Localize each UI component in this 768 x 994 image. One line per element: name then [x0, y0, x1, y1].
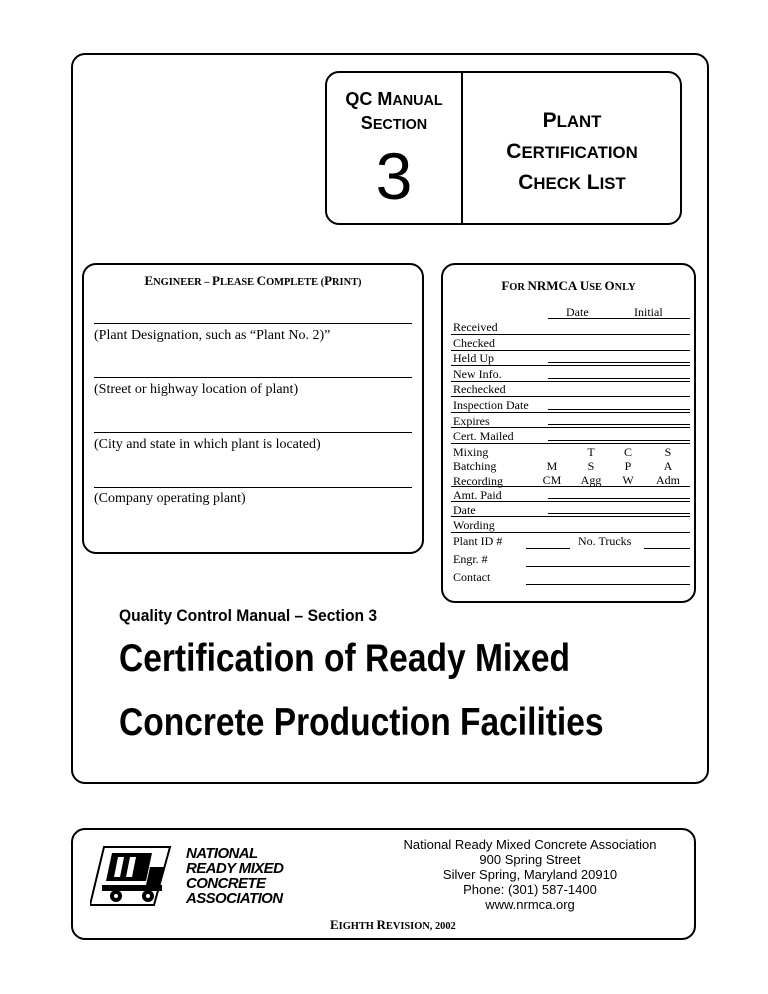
document-subtitle: Quality Control Manual – Section 3	[119, 606, 378, 625]
document-title-line1: Certification of Ready Mixed	[119, 637, 571, 680]
document-title-line2: Concrete Production Facilities	[119, 701, 604, 744]
plant-designation-label: (Plant Designation, such as “Plant No. 2)”	[94, 328, 331, 343]
code-s: S A Adm	[656, 445, 680, 487]
row-sep	[451, 334, 690, 335]
row-sep	[451, 412, 690, 413]
street-location-label: (Street or highway location of plant)	[94, 382, 299, 397]
row-checked: Checked	[453, 336, 495, 350]
code-c: C P W	[622, 445, 634, 487]
engineer-heading: ENGINEER – PLEASE COMPLETE (PRINT)	[144, 273, 362, 288]
date-initial-line[interactable]	[548, 440, 690, 441]
row-sep	[451, 365, 690, 366]
row-inspection-date: Inspection Date	[453, 398, 529, 412]
qc-manual-label: QC MANUAL SECTION	[345, 89, 443, 133]
row-sep	[451, 501, 690, 502]
col-date-header: Date	[566, 305, 589, 319]
code-t: T S Agg	[580, 445, 602, 487]
row-amt-paid: Amt. Paid	[453, 488, 502, 502]
section-number: 3	[375, 139, 413, 213]
date-initial-line[interactable]	[548, 362, 690, 363]
nrmca-address	[400, 837, 660, 912]
nrmca-logo	[90, 845, 290, 910]
plant-designation-line[interactable]	[94, 323, 412, 324]
date-initial-line[interactable]	[548, 318, 690, 319]
company-label: (Company operating plant)	[94, 491, 246, 506]
row-engr: Engr. #	[453, 552, 488, 566]
row-sep	[451, 381, 690, 382]
row-sep	[451, 396, 690, 397]
row-contact: Contact	[453, 570, 491, 584]
row-expires: Expires	[453, 414, 490, 428]
website-link[interactable]: www.nrmca.org	[485, 897, 575, 912]
row-sep	[451, 350, 690, 351]
street-address: 900 Spring Street	[479, 852, 581, 867]
date-initial-line[interactable]	[548, 424, 690, 425]
col-initial-header: Initial	[634, 305, 663, 319]
phone: Phone: (301) 587-1400	[463, 882, 597, 897]
row-new-info: New Info.	[453, 367, 502, 381]
row-sep	[451, 427, 690, 428]
code-m: M CM	[542, 459, 562, 487]
engineer-box	[82, 263, 424, 554]
date-initial-line[interactable]	[548, 498, 690, 499]
contact-line[interactable]	[526, 584, 690, 585]
row-sep	[451, 443, 690, 444]
city-state-label: (City and state in which plant is located)	[94, 437, 321, 452]
date-initial-line[interactable]	[548, 409, 690, 410]
row-sep	[451, 532, 690, 533]
date-initial-line[interactable]	[548, 513, 690, 514]
row-batching: Batching	[453, 459, 497, 473]
company-line[interactable]	[94, 487, 412, 488]
date-initial-line[interactable]	[548, 378, 690, 379]
street-location-line[interactable]	[94, 377, 412, 378]
plant-certification-title: PLANT CERTIFICATION CHECK LIST	[506, 109, 638, 194]
row-plant-id: Plant ID #	[453, 534, 503, 548]
row-received: Received	[453, 320, 498, 334]
row-cert-mailed: Cert. Mailed	[453, 429, 514, 443]
mixer-truck-icon	[90, 845, 190, 909]
org-name: National Ready Mixed Concrete Association	[403, 837, 657, 852]
city-state-line[interactable]	[94, 432, 412, 433]
row-wording: Wording	[453, 518, 495, 532]
row-date: Date	[453, 503, 476, 517]
plant-id-line[interactable]	[526, 548, 570, 549]
row-sep	[451, 516, 690, 517]
city-address: Silver Spring, Maryland 20910	[442, 867, 618, 882]
logo-text: NATIONAL READY MIXED CONCRETE ASSOCIATION	[186, 845, 284, 907]
row-rechecked: Rechecked	[453, 382, 506, 396]
row-recording: Recording	[453, 474, 503, 488]
no-trucks-line[interactable]	[644, 548, 690, 549]
revision-label: EIGHTH REVISION, 2002	[330, 917, 456, 932]
engr-line[interactable]	[526, 566, 690, 567]
row-mixing: Mixing	[453, 445, 489, 459]
row-held-up: Held Up	[453, 351, 494, 365]
no-trucks-label: No. Trucks	[578, 534, 632, 548]
nrmca-heading: FOR NRMCA USE ONLY	[501, 278, 636, 293]
